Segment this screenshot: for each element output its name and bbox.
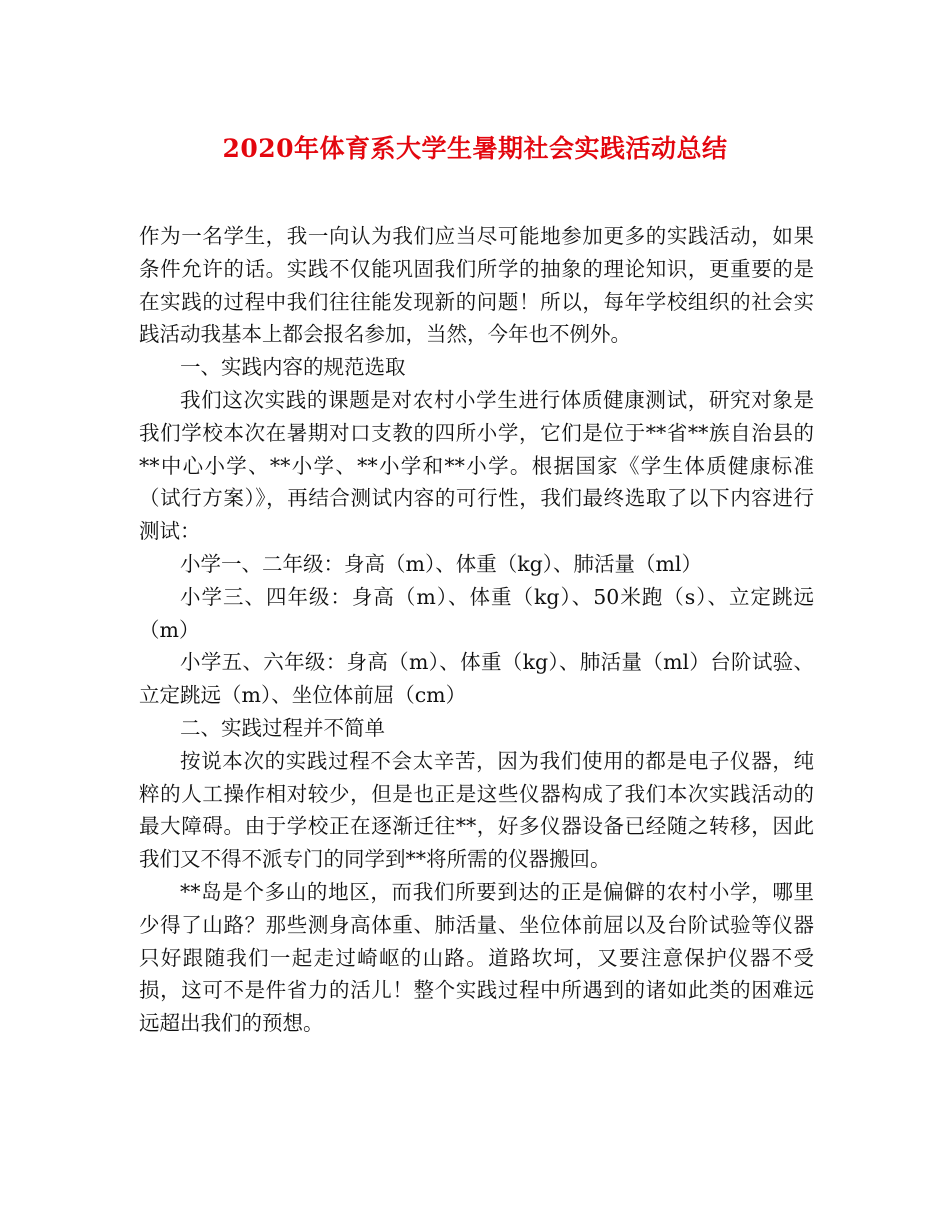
- section-heading-1: 一、实践内容的规范选取: [180, 355, 406, 380]
- paragraph-intro: 作为一名学生，我一向认为我们应当尽可能地参加更多的实践活动，如果条件允许的话。实践不仅能巩固我们所学的抽象的理论知识，更重要的是在实践的过程中我们往往能发现新的问题！所以，每年学校组织的社会实践活动我基本上都会报名参加，当然，今年也不例外。: [139, 224, 814, 347]
- paragraph-grade-3-4: 小学三、四年级：身高（m）、体重（kg）、50米跑（s）、立定跳远（m）: [139, 584, 814, 642]
- paragraph-mountain-roads: **岛是个多山的地区，而我们所要到达的正是偏僻的农村小学，哪里少得了山路？那些测身高体重、肺活量、坐位体前屈以及台阶试验等仪器只好跟随我们一起走过崎岖的山路。道路坎坷，又要注意保护仪器不受损，这可不是件省力的活儿！整个实践过程中所遇到的诸如此类的困难远远超出我们的预想。: [139, 879, 814, 1036]
- paragraph-grade-1-2: 小学一、二年级：身高（m）、体重（kg）、肺活量（ml）: [180, 551, 702, 576]
- paragraph-test-subjects: 我们这次实践的课题是对农村小学生进行体质健康测试，研究对象是我们学校本次在暑期对口支教的四所小学，它们是位于**省**族自治县的**中心小学、**小学、**小学和**小学。根据国家《学生体质健康标准（试行方案）》，再结合测试内容的可行性，我们最终选取了以下内容进行测试：: [139, 387, 814, 544]
- document-title: 2020年体育系大学生暑期社会实践活动总结: [222, 134, 728, 163]
- section-heading-2: 二、实践过程并不简单: [180, 715, 385, 740]
- document-body: [139, 220, 814, 1040]
- paragraph-process: 按说本次的实践过程不会太辛苦，因为我们使用的都是电子仪器，纯粹的人工操作相对较少，但是也正是这些仪器构成了我们本次实践活动的最大障碍。由于学校正在逐渐迁往**，好多仪器设备已经随之转移，因此我们又不得不派专门的同学到**将所需的仪器搬回。: [139, 748, 814, 872]
- paragraph-grade-5-6: 小学五、六年级：身高（m）、体重（kg）、肺活量（ml）台阶试验、立定跳远（m）、坐位体前屈（cm）: [139, 650, 814, 708]
